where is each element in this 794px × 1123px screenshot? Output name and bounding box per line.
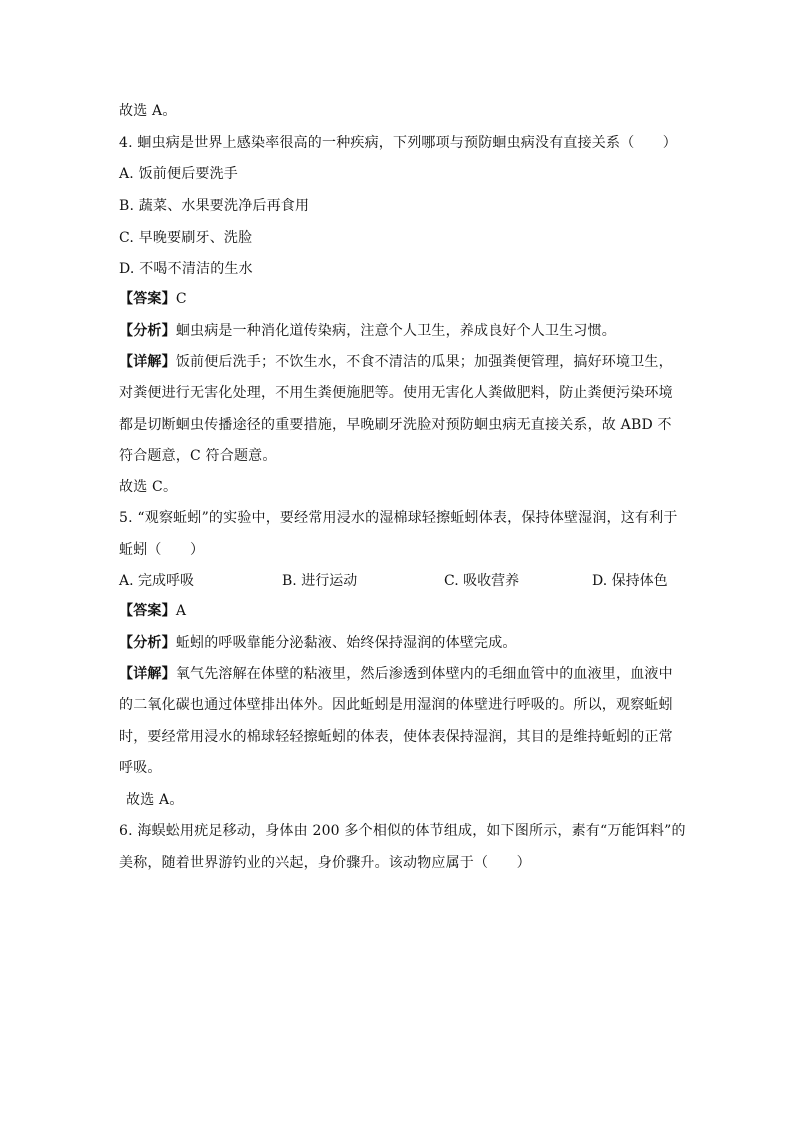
q5-detail-line-4: 呼吸。	[119, 760, 162, 776]
q4-conclusion: 故选 C。	[119, 479, 178, 495]
answer-label: 【答案】	[119, 291, 176, 307]
analysis-text: 蚯蚓的呼吸靠能分泌黏液、始终保持湿润的体壁完成。	[175, 635, 517, 651]
q5-stem-line-2: 蚯蚓（ ）	[119, 542, 205, 558]
analysis-label: 【分析】	[119, 323, 176, 339]
q5-answer	[119, 601, 679, 621]
q5-options-row	[119, 571, 679, 591]
answer-label: 【答案】	[119, 603, 176, 619]
detail-text: 饭前便后洗手；不饮生水，不食不清洁的瓜果；加强粪便管理，搞好环境卫生，	[175, 354, 673, 370]
q5-conclusion: 故选 A。	[126, 792, 184, 808]
q4-option-b: B. 蔬菜、水果要洗净后再食用	[119, 198, 310, 214]
detail-label: 【详解】	[119, 666, 176, 682]
q6-stem-line-2: 美称，随着世界游钓业的兴起，身价骤升。该动物应属于（ ）	[119, 855, 531, 871]
q5-stem-line-1: 5. “观察蚯蚓”的实验中，要经常用浸水的湿棉球轻擦蚯蚓体表，保持体壁湿润，这有利于	[119, 510, 678, 526]
q4-detail-line-4: 符合题意，C 符合题意。	[119, 448, 277, 464]
q5-option-a: A. 完成呼吸	[119, 573, 195, 589]
q4-option-a: A. 饭前便后要洗手	[119, 166, 239, 182]
q4-option-c: C. 早晚要刷牙、洗脸	[119, 230, 253, 246]
q5-option-d: D. 保持体色	[592, 573, 668, 589]
answer-value: A	[175, 603, 187, 619]
q4-answer	[119, 289, 679, 309]
q5-option-c: C. 吸收营养	[444, 573, 520, 589]
q5-detail-line-3: 时，要经常用浸水的棉球轻轻擦蚯蚓的体表，使体表保持湿润，其目的是维持蚯蚓的正常	[119, 729, 673, 745]
q4-detail-line-2: 对粪便进行无害化处理，不用生粪便施肥等。使用无害化人粪做肥料，防止粪便污染环境	[119, 385, 673, 401]
q5-analysis	[119, 633, 679, 653]
previous-conclusion: 故选 A。	[119, 103, 177, 119]
q4-detail-line-3: 都是切断蛔虫传播途径的重要措施，早晚刷牙洗脸对预防蛔虫病无直接关系，故 ABD 不	[119, 417, 672, 433]
q5-detail-line-2: 的二氧化碳也通过体壁排出体外。因此蚯蚓是用湿润的体壁进行呼吸的。所以，观察蚯蚓	[119, 697, 673, 713]
q5-option-b: B. 进行运动	[282, 573, 358, 589]
q4-detail-line-1	[119, 352, 679, 372]
answer-value: C	[175, 291, 187, 307]
detail-label: 【详解】	[119, 354, 176, 370]
q4-option-d: D. 不喝不清洁的生水	[119, 261, 253, 277]
q6-stem-line-1: 6. 海蜈蚣用疣足移动，身体由 200 多个相似的体节组成，如下图所示，素有“万能饵料”的	[119, 823, 686, 839]
q5-detail-line-1	[119, 664, 679, 684]
q4-analysis	[119, 321, 679, 341]
analysis-label: 【分析】	[119, 635, 176, 651]
q4-stem: 4. 蛔虫病是世界上感染率很高的一种疾病，下列哪项与预防蛔虫病没有直接关系（ ）	[119, 135, 678, 151]
detail-text: 氧气先溶解在体壁的粘液里，然后渗透到体壁内的毛细血管中的血液里，血液中	[175, 666, 673, 682]
analysis-text: 蛔虫病是一种消化道传染病，注意个人卫生，养成良好个人卫生习惯。	[175, 323, 617, 339]
